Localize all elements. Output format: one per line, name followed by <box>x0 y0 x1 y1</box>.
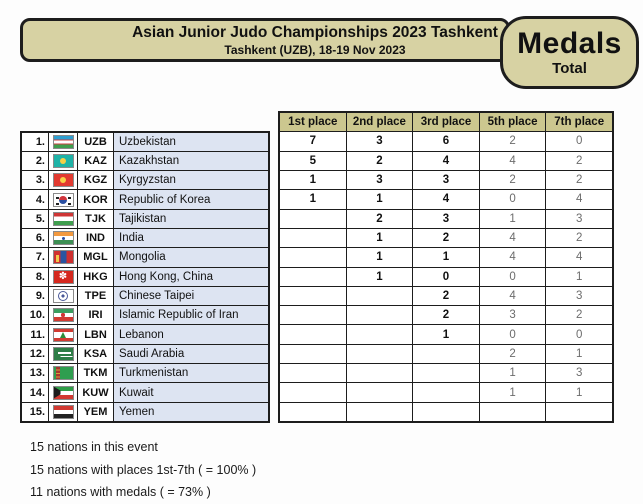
flag-ind-icon <box>53 231 74 245</box>
medals-title: Medals <box>517 27 622 60</box>
flag-cell <box>49 229 78 247</box>
footer-notes <box>30 436 256 504</box>
second-place-header: 2nd place <box>347 113 414 131</box>
second-place-cell: 1 <box>347 248 414 266</box>
flag-cell <box>49 345 78 363</box>
seventh-place-cell: 2 <box>575 154 583 167</box>
country-code-cell: KSA <box>78 345 114 363</box>
third-place-cell: 3 <box>413 171 480 189</box>
third-place-cell: 3 <box>413 210 480 228</box>
flag-cell <box>49 190 78 208</box>
country-code-cell: YEM <box>78 403 114 421</box>
fifth-place-cell: 3 <box>480 306 547 324</box>
country-name-cell: Hong Kong, China <box>114 268 268 286</box>
table-row <box>22 229 268 248</box>
flag-kgz-icon <box>53 173 74 187</box>
first-place-cell <box>280 383 347 401</box>
country-name-cell: Tajikistan <box>114 210 268 228</box>
rank-cell: 14. <box>22 383 49 401</box>
fifth-place-cell: 4 <box>480 287 547 305</box>
rank-cell: 11. <box>22 325 49 343</box>
first-place-cell <box>280 229 347 247</box>
medal-count-row <box>280 403 612 421</box>
third-place-cell: 2 <box>413 306 480 324</box>
flag-cell <box>49 268 78 286</box>
third-place-cell <box>413 403 480 421</box>
fifth-place-cell: 1 <box>480 210 547 228</box>
country-code-cell: UZB <box>78 133 114 151</box>
flag-cell <box>49 171 78 189</box>
table-row <box>22 287 268 306</box>
medal-count-row <box>280 325 612 344</box>
medals-total-label: Total <box>552 60 587 77</box>
flag-tpe-icon <box>53 289 74 303</box>
first-place-cell <box>280 403 347 421</box>
medal-count-row <box>280 287 612 306</box>
seventh-place-cell: 1 <box>575 386 583 399</box>
country-name-cell: Republic of Korea <box>114 190 268 208</box>
rank-cell: 2. <box>22 152 49 170</box>
second-place-cell: 3 <box>347 171 414 189</box>
seventh-place-cell: 3 <box>575 212 583 225</box>
third-place-cell: 6 <box>413 132 480 150</box>
third-place-cell: 1 <box>413 325 480 343</box>
first-place-cell: 7 <box>280 132 347 150</box>
rank-cell: 12. <box>22 345 49 363</box>
third-place-cell: 0 <box>413 268 480 286</box>
flag-tjk-icon <box>53 212 74 226</box>
flag-cell <box>49 210 78 228</box>
place-header-row <box>280 113 612 132</box>
event-subtitle: Tashkent (UZB), 18-19 Nov 2023 <box>224 42 406 57</box>
country-code-cell: MGL <box>78 248 114 266</box>
first-place-cell <box>280 248 347 266</box>
third-place-cell: 2 <box>413 287 480 305</box>
fifth-place-cell: 1 <box>480 383 547 401</box>
seventh-place-cell: 4 <box>575 251 583 264</box>
fifth-place-cell: 4 <box>480 152 547 170</box>
country-name-cell: Chinese Taipei <box>114 287 268 305</box>
country-code-cell: KOR <box>78 190 114 208</box>
country-block <box>20 131 270 424</box>
seventh-place-cell: 2 <box>575 232 583 245</box>
country-name-cell: Mongolia <box>114 248 268 266</box>
second-place-cell: 1 <box>347 190 414 208</box>
fifth-place-cell: 0 <box>480 190 547 208</box>
seventh-place-cell: 4 <box>575 193 583 206</box>
flag-cell <box>49 403 78 421</box>
third-place-cell: 4 <box>413 190 480 208</box>
second-place-cell <box>347 345 414 363</box>
table-row <box>22 403 268 421</box>
medal-count-block <box>278 111 614 423</box>
flag-mgl-icon <box>53 250 74 264</box>
fifth-place-header: 5th place <box>480 113 547 131</box>
flag-yem-icon <box>53 405 74 419</box>
country-name-cell: India <box>114 229 268 247</box>
rank-cell: 8. <box>22 268 49 286</box>
medal-count-row <box>280 190 612 209</box>
flag-kaz-icon <box>53 154 74 168</box>
flag-cell <box>49 248 78 266</box>
country-name-cell: Yemen <box>114 403 268 421</box>
medal-count-row <box>280 248 612 267</box>
second-place-cell <box>347 325 414 343</box>
footer-line: 11 nations with medals ( = 73% ) <box>30 485 211 499</box>
flag-kor-icon <box>53 193 74 207</box>
second-place-cell <box>347 287 414 305</box>
flag-tkm-icon <box>53 366 74 380</box>
fifth-place-cell: 1 <box>480 364 547 382</box>
seventh-place-cell: 0 <box>575 328 583 341</box>
first-place-cell: 1 <box>280 171 347 189</box>
table-row <box>22 248 268 267</box>
second-place-cell <box>347 364 414 382</box>
rank-cell: 6. <box>22 229 49 247</box>
flag-iri-icon <box>53 308 74 322</box>
medal-count-row <box>280 383 612 402</box>
second-place-cell: 3 <box>347 132 414 150</box>
third-place-cell <box>413 345 480 363</box>
flag-cell <box>49 306 78 324</box>
table-row <box>22 306 268 325</box>
second-place-cell: 1 <box>347 229 414 247</box>
table-row <box>22 152 268 171</box>
country-code-cell: TPE <box>78 287 114 305</box>
seventh-place-cell: 3 <box>575 367 583 380</box>
seventh-place-cell: 3 <box>575 289 583 302</box>
country-name-cell: Uzbekistan <box>114 133 268 151</box>
seventh-place-cell <box>546 403 612 421</box>
flag-cell <box>49 287 78 305</box>
fifth-place-cell: 2 <box>480 132 547 150</box>
first-place-cell: 5 <box>280 152 347 170</box>
flag-cell <box>49 325 78 343</box>
first-place-cell <box>280 287 347 305</box>
first-place-cell <box>280 268 347 286</box>
medal-count-row <box>280 152 612 171</box>
seventh-place-cell: 2 <box>575 174 583 187</box>
medal-count-row <box>280 171 612 190</box>
table-row <box>22 325 268 344</box>
medal-table <box>20 111 614 423</box>
country-code-cell: IND <box>78 229 114 247</box>
third-place-cell: 2 <box>413 229 480 247</box>
country-name-cell: Kazakhstan <box>114 152 268 170</box>
seventh-place-header: 7th place <box>554 116 605 129</box>
flag-cell <box>49 383 78 401</box>
fifth-place-cell: 2 <box>480 345 547 363</box>
first-place-header: 1st place <box>280 113 347 131</box>
country-code-cell: TKM <box>78 364 114 382</box>
fifth-place-cell <box>480 403 547 421</box>
medal-count-row <box>280 345 612 364</box>
fifth-place-cell: 4 <box>480 229 547 247</box>
flag-cell <box>49 364 78 382</box>
medal-count-row <box>280 268 612 287</box>
first-place-cell: 1 <box>280 190 347 208</box>
country-name-cell: Turkmenistan <box>114 364 268 382</box>
seventh-place-cell: 2 <box>575 309 583 322</box>
fifth-place-cell: 0 <box>480 325 547 343</box>
medal-count-row <box>280 364 612 383</box>
flag-kuw-icon <box>53 386 74 400</box>
rank-cell: 3. <box>22 171 49 189</box>
table-row <box>22 268 268 287</box>
country-name-cell: Kuwait <box>114 383 268 401</box>
flag-uzb-icon <box>53 135 74 149</box>
seventh-place-cell: 0 <box>575 135 583 148</box>
first-place-cell <box>280 306 347 324</box>
fifth-place-cell: 0 <box>480 268 547 286</box>
flag-ksa-icon <box>53 347 74 361</box>
event-title: Asian Junior Judo Championships 2023 Tashkent <box>132 23 498 41</box>
seventh-place-cell: 1 <box>575 347 583 360</box>
third-place-header: 3rd place <box>413 113 480 131</box>
table-row <box>22 345 268 364</box>
medal-count-row <box>280 210 612 229</box>
table-row <box>22 210 268 229</box>
rank-cell: 9. <box>22 287 49 305</box>
flag-cell <box>49 152 78 170</box>
table-row <box>22 171 268 190</box>
medal-count-row <box>280 132 612 151</box>
third-place-cell <box>413 364 480 382</box>
footer-line: 15 nations in this event <box>30 440 158 454</box>
second-place-cell: 2 <box>347 210 414 228</box>
second-place-cell: 2 <box>347 152 414 170</box>
second-place-cell <box>347 306 414 324</box>
seventh-place-cell: 1 <box>575 270 583 283</box>
footer-line: 15 nations with places 1st-7th ( = 100% ) <box>30 462 257 477</box>
country-code-cell: LBN <box>78 325 114 343</box>
third-place-cell: 4 <box>413 152 480 170</box>
medal-count-row <box>280 229 612 248</box>
country-code-cell: TJK <box>78 210 114 228</box>
flag-hkg-icon <box>53 270 74 284</box>
table-row <box>22 383 268 402</box>
second-place-cell <box>347 383 414 401</box>
fifth-place-cell: 4 <box>480 248 547 266</box>
rank-cell: 13. <box>22 364 49 382</box>
flag-lbn-icon <box>53 328 74 342</box>
first-place-cell <box>280 345 347 363</box>
country-name-cell: Saudi Arabia <box>114 345 268 363</box>
first-place-cell <box>280 325 347 343</box>
rank-cell: 10. <box>22 306 49 324</box>
country-name-cell: Lebanon <box>114 325 268 343</box>
table-row <box>22 190 268 209</box>
rank-cell: 1. <box>22 133 49 151</box>
third-place-cell <box>413 383 480 401</box>
country-code-cell: KAZ <box>78 152 114 170</box>
table-row <box>22 364 268 383</box>
second-place-cell: 1 <box>347 268 414 286</box>
first-place-cell <box>280 210 347 228</box>
third-place-cell: 1 <box>413 248 480 266</box>
table-row <box>22 133 268 152</box>
country-name-cell: Islamic Republic of Iran <box>114 306 268 324</box>
medals-panel <box>500 16 639 89</box>
first-place-cell <box>280 364 347 382</box>
rank-cell: 5. <box>22 210 49 228</box>
country-code-cell: IRI <box>78 306 114 324</box>
fifth-place-cell: 2 <box>480 171 547 189</box>
country-name-cell: Kyrgyzstan <box>114 171 268 189</box>
country-code-cell: KUW <box>78 383 114 401</box>
country-code-cell: KGZ <box>78 171 114 189</box>
second-place-cell <box>347 403 414 421</box>
rank-cell: 4. <box>22 190 49 208</box>
rank-cell: 15. <box>22 403 49 421</box>
rank-cell: 7. <box>22 248 49 266</box>
medal-count-row <box>280 306 612 325</box>
country-code-cell: HKG <box>78 268 114 286</box>
event-title-panel <box>20 18 510 62</box>
flag-cell <box>49 133 78 151</box>
